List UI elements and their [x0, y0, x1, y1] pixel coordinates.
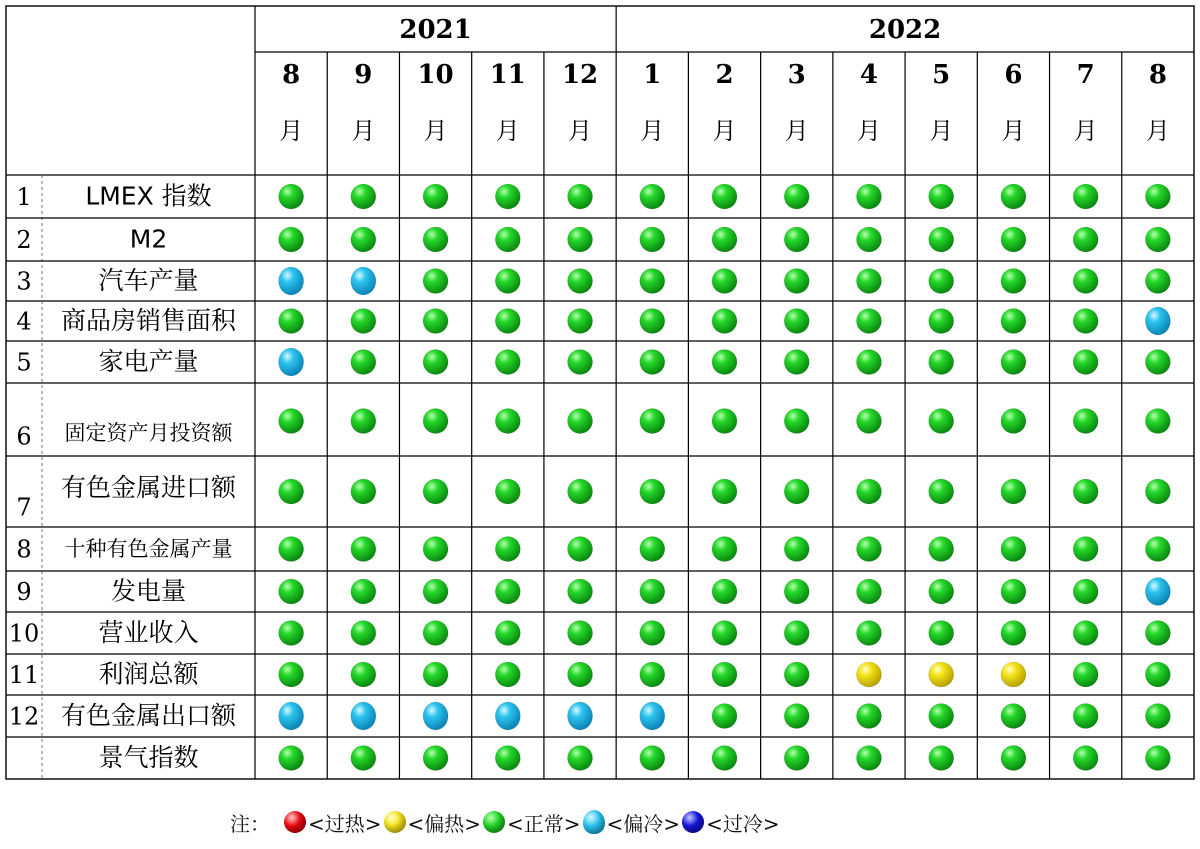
month-number-label: 7	[1076, 60, 1095, 90]
row-number-label: 1	[16, 183, 32, 211]
month-number-label: 4	[859, 60, 879, 90]
row-number-label: 4	[16, 307, 32, 336]
status-ball-normal	[712, 409, 737, 434]
status-ball-normal	[423, 621, 448, 646]
status-ball-normal	[784, 746, 809, 771]
status-ball-normal	[495, 184, 520, 209]
status-ball-cool	[495, 702, 520, 730]
status-ball-normal	[351, 621, 376, 646]
status-ball-normal	[1145, 479, 1170, 504]
status-ball-normal	[568, 479, 593, 504]
status-ball-normal	[495, 479, 520, 504]
status-ball-normal	[1001, 621, 1026, 646]
status-ball-normal	[279, 227, 304, 252]
status-ball-normal	[1001, 479, 1026, 504]
status-ball-normal	[856, 537, 881, 562]
indicator-name-label: 有色金属出口额	[60, 701, 237, 730]
status-ball-normal	[568, 621, 593, 646]
status-ball-normal	[351, 537, 376, 562]
status-ball-normal	[1001, 184, 1026, 209]
status-ball-normal	[640, 227, 665, 252]
status-ball-normal	[712, 269, 737, 294]
status-ball-cool	[351, 702, 376, 730]
status-ball-normal	[929, 184, 954, 209]
status-ball-normal	[712, 309, 737, 334]
status-ball-normal	[784, 309, 809, 334]
status-ball-normal	[929, 227, 954, 252]
status-ball-normal	[568, 579, 593, 604]
month-number-label: 8	[282, 60, 301, 90]
status-ball-normal	[784, 537, 809, 562]
status-ball-normal	[351, 227, 376, 252]
status-ball-normal	[640, 479, 665, 504]
status-ball-normal	[568, 184, 593, 209]
status-ball-normal	[568, 350, 593, 375]
status-ball-normal	[495, 662, 520, 687]
status-ball-normal	[784, 227, 809, 252]
status-ball-normal	[929, 479, 954, 504]
status-ball-normal	[495, 621, 520, 646]
indicator-name-label: 利润总额	[98, 659, 199, 689]
status-ball-normal	[423, 746, 448, 771]
status-ball-normal	[351, 350, 376, 375]
legend-label-cool: <偏冷>	[606, 811, 681, 836]
status-ball-cool	[568, 702, 593, 730]
row-number-label: 2	[16, 226, 32, 254]
status-ball-normal	[351, 184, 376, 209]
status-ball-normal	[568, 227, 593, 252]
indicator-name-label: 发电量	[110, 576, 187, 606]
status-ball-normal	[1145, 227, 1170, 252]
status-ball-normal	[495, 537, 520, 562]
month-unit-label: 月	[1073, 117, 1098, 145]
month-number-label: 12	[561, 60, 599, 90]
indicator-name-label: 营业收入	[98, 618, 199, 647]
status-ball-normal	[856, 227, 881, 252]
year-label: 2021	[399, 15, 472, 45]
status-ball-normal	[495, 409, 520, 434]
red-ball-icon	[284, 811, 306, 833]
legend	[230, 805, 782, 839]
row-number-label: 11	[8, 661, 40, 689]
status-ball-normal	[1073, 269, 1098, 294]
status-ball-normal	[856, 746, 881, 771]
row-number-label: 9	[16, 578, 32, 606]
month-unit-label: 月	[929, 117, 954, 145]
status-ball-normal	[279, 409, 304, 434]
indicator-name-label: M2	[129, 224, 168, 254]
indicator-name-label: 家电产量	[98, 347, 199, 376]
status-ball-normal	[1145, 621, 1170, 646]
yellow-ball-icon	[384, 811, 406, 833]
status-ball-normal	[568, 269, 593, 294]
status-ball-normal	[929, 269, 954, 294]
status-ball-normal	[279, 579, 304, 604]
month-number-label: 6	[1004, 60, 1023, 90]
status-ball-normal	[423, 409, 448, 434]
status-ball-normal	[712, 746, 737, 771]
status-ball-cool	[279, 267, 304, 295]
month-unit-label: 月	[351, 117, 376, 145]
status-ball-warm	[929, 662, 954, 687]
month-unit-label: 月	[784, 117, 809, 145]
legend-note: 注：	[230, 811, 270, 836]
status-ball-normal	[1001, 537, 1026, 562]
status-ball-normal	[568, 746, 593, 771]
status-ball-normal	[423, 662, 448, 687]
status-ball-normal	[1145, 184, 1170, 209]
status-ball-warm	[1001, 662, 1026, 687]
status-ball-normal	[929, 621, 954, 646]
status-ball-normal	[1073, 662, 1098, 687]
month-unit-label: 月	[1001, 117, 1026, 145]
legend-item-cool	[583, 808, 681, 837]
month-unit-label: 月	[568, 117, 593, 145]
status-ball-normal	[1001, 704, 1026, 729]
status-ball-normal	[1001, 350, 1026, 375]
status-ball-normal	[784, 704, 809, 729]
indicator-name-label: 固定资产月投资额	[64, 421, 233, 445]
green-ball-icon	[483, 811, 505, 833]
status-ball-normal	[495, 269, 520, 294]
status-ball-cool	[1145, 307, 1170, 335]
legend-label-overheat: <过热>	[308, 811, 382, 836]
month-unit-label: 月	[640, 117, 665, 145]
status-ball-normal	[1001, 579, 1026, 604]
status-ball-normal	[1001, 746, 1026, 771]
status-ball-normal	[568, 537, 593, 562]
legend-label-warm: <偏热>	[407, 811, 482, 836]
status-ball-normal	[784, 409, 809, 434]
status-ball-normal	[929, 350, 954, 375]
status-ball-normal	[640, 579, 665, 604]
status-ball-normal	[856, 350, 881, 375]
status-ball-normal	[423, 579, 448, 604]
status-ball-normal	[279, 479, 304, 504]
month-unit-label: 月	[712, 117, 737, 145]
legend-item-overheat	[284, 808, 382, 837]
status-ball-normal	[1073, 227, 1098, 252]
status-ball-cool	[279, 702, 304, 730]
status-ball-normal	[640, 621, 665, 646]
blue-ball-icon	[682, 811, 704, 833]
month-number-label: 5	[932, 60, 951, 90]
status-ball-normal	[351, 479, 376, 504]
indicator-name-label: 有色金属进口额	[60, 473, 237, 502]
status-ball-normal	[351, 579, 376, 604]
row-number-label: 6	[16, 422, 32, 451]
status-ball-normal	[929, 537, 954, 562]
month-number-label: 11	[489, 60, 526, 90]
status-ball-normal	[423, 269, 448, 294]
status-ball-normal	[1073, 184, 1098, 209]
status-ball-normal	[351, 746, 376, 771]
status-ball-normal	[568, 309, 593, 334]
legend-item-normal	[483, 808, 581, 837]
row-number-label: 5	[16, 348, 32, 377]
status-ball-normal	[784, 621, 809, 646]
status-ball-normal	[1145, 537, 1170, 562]
indicator-name-label: 景气指数	[98, 743, 199, 772]
legend-label-overcool: <过冷>	[706, 811, 780, 836]
indicator-name-label: 商品房销售面积	[60, 306, 237, 335]
status-ball-normal	[423, 479, 448, 504]
status-ball-normal	[712, 227, 737, 252]
status-ball-normal	[712, 350, 737, 375]
status-ball-normal	[1145, 662, 1170, 687]
status-ball-normal	[279, 662, 304, 687]
legend-item-overcool	[682, 808, 780, 837]
status-ball-normal	[856, 579, 881, 604]
row-number-label: 8	[16, 535, 32, 564]
cyan-ball-icon	[583, 810, 605, 834]
status-ball-normal	[1073, 537, 1098, 562]
month-number-label: 10	[417, 60, 454, 90]
status-ball-normal	[279, 746, 304, 771]
month-number-label: 9	[354, 60, 373, 90]
legend-label-normal: <正常>	[507, 811, 581, 836]
status-ball-normal	[279, 309, 304, 334]
status-ball-normal	[712, 621, 737, 646]
month-number-label: 1	[643, 60, 662, 90]
status-ball-normal	[1073, 704, 1098, 729]
status-ball-normal	[1145, 746, 1170, 771]
status-ball-normal	[1145, 704, 1170, 729]
row-number-label: 12	[8, 702, 40, 731]
status-ball-normal	[1073, 746, 1098, 771]
status-ball-normal	[856, 704, 881, 729]
status-ball-normal	[1001, 227, 1026, 252]
status-ball-normal	[712, 184, 737, 209]
status-ball-normal	[423, 184, 448, 209]
status-ball-normal	[929, 704, 954, 729]
month-unit-label: 月	[495, 117, 520, 145]
status-ball-normal	[568, 409, 593, 434]
indicator-name-label: 汽车产量	[98, 266, 199, 295]
status-ball-cool	[279, 348, 304, 376]
month-unit-label: 月	[856, 117, 881, 145]
status-ball-normal	[856, 269, 881, 294]
status-ball-normal	[1001, 269, 1026, 294]
status-ball-normal	[1073, 309, 1098, 334]
status-ball-normal	[1073, 579, 1098, 604]
status-ball-normal	[929, 579, 954, 604]
status-ball-normal	[640, 746, 665, 771]
status-ball-normal	[784, 269, 809, 294]
status-ball-normal	[423, 537, 448, 562]
indicator-name-label: LMEX 指数	[85, 181, 212, 211]
status-ball-normal	[351, 662, 376, 687]
row-number-label: 3	[16, 267, 32, 296]
status-ball-normal	[712, 662, 737, 687]
status-ball-cool	[640, 702, 665, 730]
month-unit-label: 月	[1145, 117, 1170, 145]
status-ball-normal	[712, 479, 737, 504]
status-ball-cool	[1145, 578, 1170, 606]
status-ball-normal	[640, 662, 665, 687]
status-ball-normal	[351, 309, 376, 334]
status-ball-normal	[929, 746, 954, 771]
indicator-name-label: 十种有色金属产量	[64, 537, 233, 561]
status-ball-normal	[1145, 269, 1170, 294]
month-number-label: 3	[787, 60, 806, 90]
status-ball-normal	[640, 309, 665, 334]
status-ball-normal	[929, 409, 954, 434]
status-ball-normal	[640, 184, 665, 209]
status-ball-normal	[784, 579, 809, 604]
status-ball-normal	[423, 309, 448, 334]
status-ball-normal	[856, 409, 881, 434]
status-ball-normal	[495, 309, 520, 334]
status-ball-normal	[640, 269, 665, 294]
status-ball-normal	[1001, 309, 1026, 334]
status-ball-normal	[1145, 409, 1170, 434]
status-ball-normal	[423, 350, 448, 375]
status-ball-normal	[495, 350, 520, 375]
status-ball-normal	[1145, 350, 1170, 375]
status-ball-normal	[495, 579, 520, 604]
legend-item-warm	[384, 808, 482, 837]
status-ball-normal	[784, 184, 809, 209]
status-ball-normal	[495, 746, 520, 771]
month-unit-label: 月	[279, 117, 304, 145]
status-ball-cool	[351, 267, 376, 295]
status-ball-normal	[279, 621, 304, 646]
status-ball-normal	[1073, 350, 1098, 375]
status-ball-normal	[784, 350, 809, 375]
status-ball-normal	[784, 662, 809, 687]
status-ball-cool	[423, 702, 448, 730]
status-ball-normal	[423, 227, 448, 252]
status-ball-normal	[784, 479, 809, 504]
status-ball-normal	[712, 537, 737, 562]
status-ball-normal	[856, 309, 881, 334]
status-ball-normal	[640, 350, 665, 375]
status-ball-normal	[712, 579, 737, 604]
status-ball-normal	[640, 537, 665, 562]
status-ball-warm	[856, 662, 881, 687]
status-ball-normal	[1073, 621, 1098, 646]
status-ball-normal	[279, 184, 304, 209]
status-ball-normal	[640, 409, 665, 434]
status-ball-normal	[856, 621, 881, 646]
month-number-label: 8	[1148, 60, 1167, 90]
status-ball-normal	[712, 704, 737, 729]
status-ball-normal	[929, 309, 954, 334]
status-ball-normal	[568, 662, 593, 687]
month-unit-label: 月	[423, 117, 448, 145]
status-ball-normal	[495, 227, 520, 252]
status-ball-normal	[856, 184, 881, 209]
status-ball-normal	[279, 537, 304, 562]
row-number-label: 7	[16, 493, 32, 522]
year-label: 2022	[868, 15, 942, 45]
month-number-label: 2	[715, 60, 734, 90]
status-ball-normal	[1073, 409, 1098, 434]
status-ball-normal	[1001, 409, 1026, 434]
row-number-label: 10	[8, 619, 40, 648]
status-ball-normal	[1073, 479, 1098, 504]
status-ball-normal	[351, 409, 376, 434]
status-ball-normal	[856, 479, 881, 504]
